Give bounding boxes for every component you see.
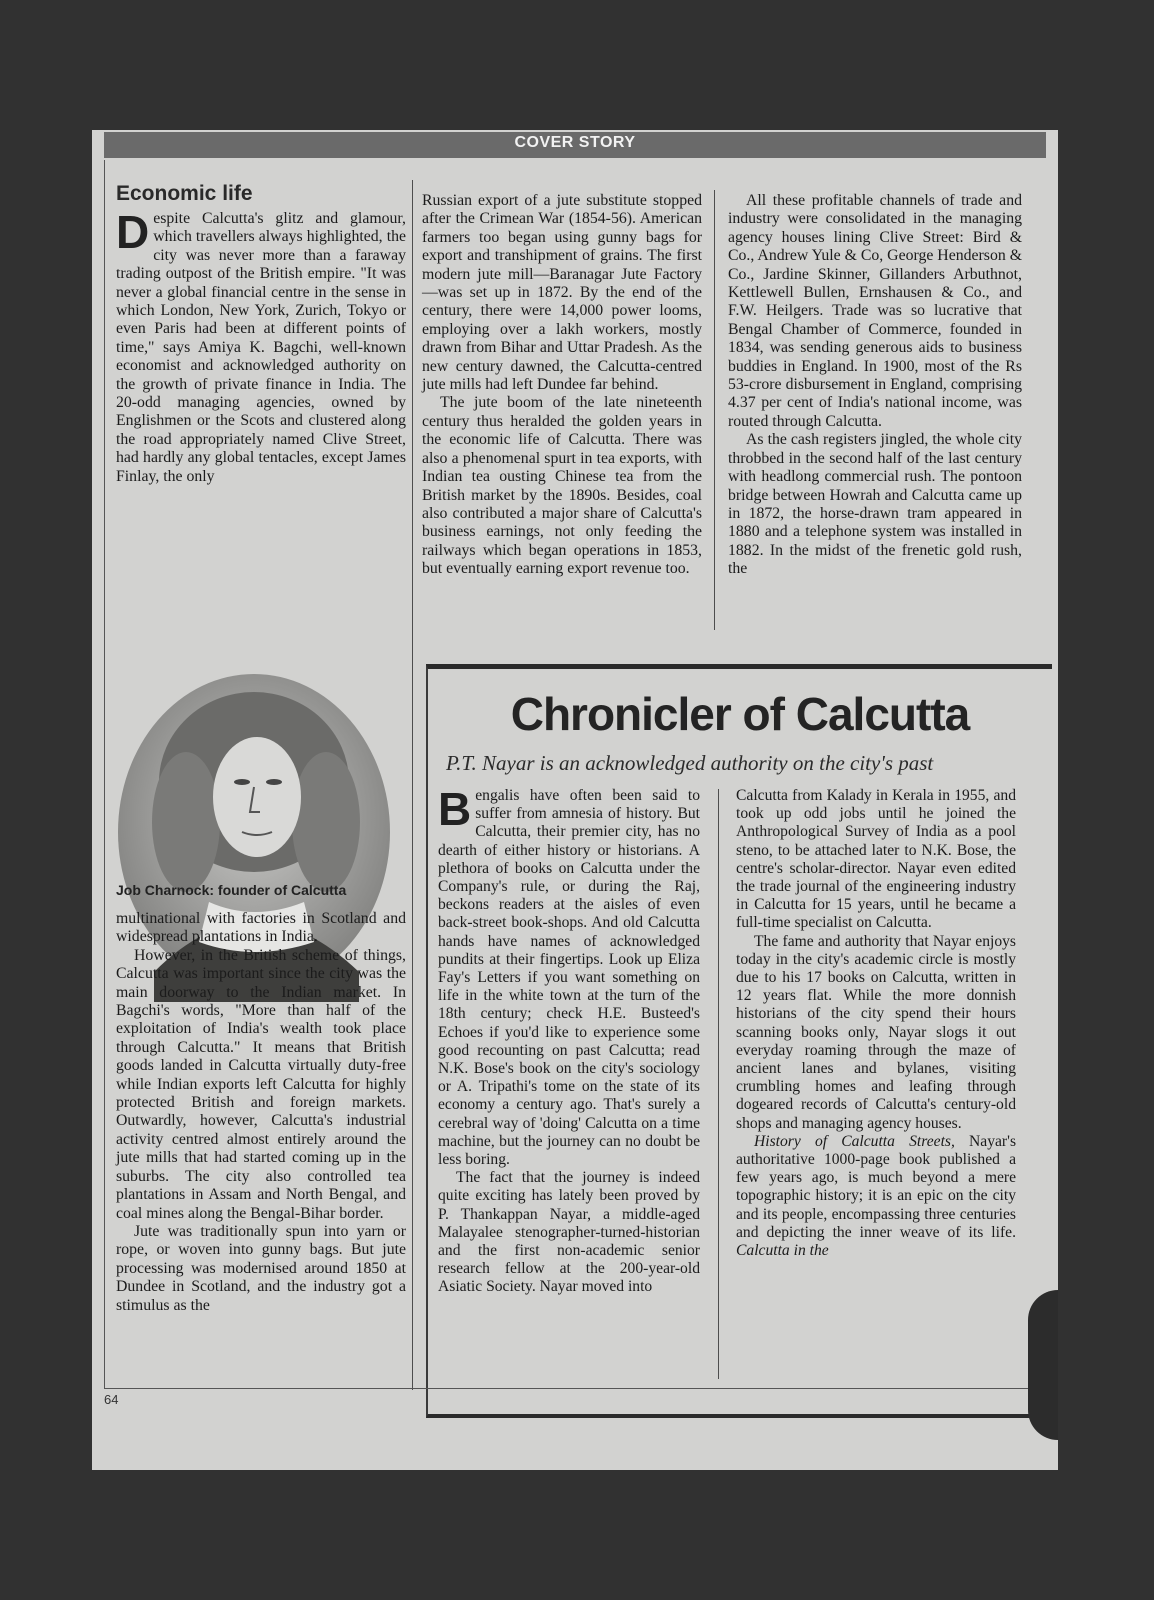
column-divider: [412, 180, 413, 1390]
article-column-1-continued: [116, 910, 406, 1315]
article-paragraph: Russian export of a jute substitute stopped after the Crimean War (1854-56). American farmers too began using gunny bags for export and transhipment of grains. The first modern jute mill—Baranagar Jute Factory—was set up in 1872. By the end of the century, there were 14,000 power looms, employing over a lakh workers, mostly drawn from Bihar and Uttar Pradesh. As the new century dawned, the Calcutta-centred jute mills had left Dundee far behind.: [422, 192, 702, 394]
article-paragraph: multinational with factories in Scotland and widespread plantations in India.: [116, 910, 406, 946]
article-paragraph: As the cash registers jingled, the whole city throbbed in the second half of the last century with headlong commercial rush. The pontoon bridge between Howrah and Calcutta came up in 1872, the horse-drawn tram appeared in 1880 and a telephone system was installed in 1882. In the midst of the frenetic gold rush, the: [728, 431, 1022, 578]
article-paragraph: Jute was traditionally spun into yarn or rope, or woven into gunny bags. But jute processing was modernised around 1850 at Dundee in Scotland, and the industry got a stimulus as the: [116, 1222, 406, 1314]
sidebar-paragraph: History of Calcutta Streets, Nayar's authoritative 1000-page book published a few years ago, is much beyond a mere topographic history; it is an epic on the city and its people, encompassing three centuries and depicting the inner weave of its life. Calcutta in the: [736, 1132, 1017, 1260]
page-number: 64: [104, 1392, 119, 1407]
portrait-caption: Job Charnock: founder of Calcutta: [116, 882, 347, 898]
sidebar-subtitle: P.T. Nayar is an acknowledged authority on the city's past: [446, 751, 934, 775]
column-divider: [714, 190, 715, 630]
column-divider: [718, 789, 719, 1379]
article-paragraph: Despite Calcutta's glitz and glamour, which travellers always highlighted, the city was never more than a faraway trading outpost of the British empire. "It was never a global financial centre in the sense in which London, New York, Zurich, Tokyo or even Paris had been at different points of time," says Amiya K. Bagchi, well-known economist and acknowledged authority on the growth of private finance in India. The 20-odd managing agencies, owned by Englishmen or the Scots and clustered along the road appropriately named Clive Street, had hardly any global tentacles, except James Finlay, the only: [116, 206, 406, 485]
sidebar-box: [426, 664, 1052, 1418]
section-label: COVER STORY: [514, 134, 636, 151]
drop-cap: B: [438, 783, 472, 835]
sidebar-title: Chronicler of Calcutta: [510, 688, 970, 740]
page-edge-shadow: [1028, 1290, 1058, 1440]
sidebar-paragraph: Bengalis have often been said to suffer from amnesia of history. But Calcutta, their premier city, has no dearth of either history or historians. A plethora of books on Calcutta under the Company's rule, or during the Raj, beckons readers at the aisles of even back-street book-shops. And old Calcutta hands have names of acknowledged pundits at their fingertips. Look up Eliza Fay's Letters if you want something on life in the white town at the turn of the 18th century; check H.E. Busteed's Echoes if you'd like to experience some good recounting on past Calcutta; read N.K. Bose's book on the city's sociology or A. Tripathi's tome on the state of its economy a century ago. That's surely a cerebral way of 'doing' Calcutta on a time machine, but the journey can no doubt be less boring.: [438, 783, 700, 1169]
sidebar-paragraph: The fame and authority that Nayar enjoys today in the city's academic circle is mostly due to his 17 books on Calcutta, written in 12 years flat. While the more donnish historians of the city spend their hours scanning books only, Nayar slogs it out everyday roaming through the maze of ancient lanes and bylanes, visiting crumbling homes and leafing through dogeared records of Calcutta's century-old shops and managing agency houses.: [736, 932, 1016, 1132]
drop-cap: D: [116, 206, 150, 258]
sidebar-column-2: [736, 787, 1016, 1260]
article-paragraph: However, in the British scheme of things, Calcutta was important since the city was the main doorway to the Indian market. In Bagchi's words, "More than half of the exploitation of India's wealth took place through Calcutta." It means that British goods landed in Calcutta virtually duty-free while Indian exports left Calcutta for highly protected British and foreign markets. Outwardly, however, Calcutta's industrial activity centred almost entirely around the jute mills that had started coming up in the suburbs. The city also controlled tea plantations in Assam and North Bengal, and coal mines along the Bengal-Bihar border.: [116, 946, 406, 1222]
article-heading: Economic life: [116, 182, 253, 205]
sidebar-column-1: [438, 783, 700, 1297]
magazine-page: [92, 130, 1058, 1470]
article-paragraph: All these profitable channels of trade and industry were consolidated in the managing agency houses lining Clive Street: Bird & Co., Andrew Yule & Co, George Henderson & Co., Jardine Skinner, Gillanders Arbuthnot, Kettlewell Bullen, Ernshausen & Co., and F.W. Heilgers. Trade was so lucrative that Bengal Chamber of Commerce, founded in 1834, was sending generous aids to business buddies in England. In 1900, most of the Rs 53-crore disbursement in England, comprising 4.37 per cent of India's national income, was routed through Calcutta.: [728, 192, 1022, 430]
article-column-1: [116, 206, 406, 486]
article-column-2: [422, 192, 702, 579]
article-paragraph: The jute boom of the late nineteenth century thus heralded the golden years in the economic life of Calcutta. There was also a phenomenal spurt in tea exports, with Indian tea ousting Chinese tea from the British market by the 1890s. Besides, coal also contributed a major share of Calcutta's business earnings, not only feeding the railways which began operations in 1853, but eventually earning export revenue too.: [422, 394, 702, 578]
article-column-3: [728, 192, 1022, 579]
bottom-rule: [104, 1388, 1038, 1389]
section-banner: [104, 132, 1046, 158]
left-rule: [104, 160, 105, 1388]
sidebar-paragraph: The fact that the journey is indeed quite exciting has lately been proved by P. Thankappan Nayar, a middle-aged Malayalee stenographer-turned-historian and the first non-academic senior research fellow at the 200-year-old Asiatic Society. Nayar moved into: [438, 1169, 700, 1296]
sidebar-paragraph: Calcutta from Kalady in Kerala in 1955, and took up odd jobs until he joined the Anthropological Survey of India as a pool steno, to be attached later to N.K. Bose, the centre's scholar-director. Nayar even edited the trade journal of the engineering industry in Calcutta for 15 years, until he became a full-time specialist on Calcutta.: [736, 787, 1016, 932]
